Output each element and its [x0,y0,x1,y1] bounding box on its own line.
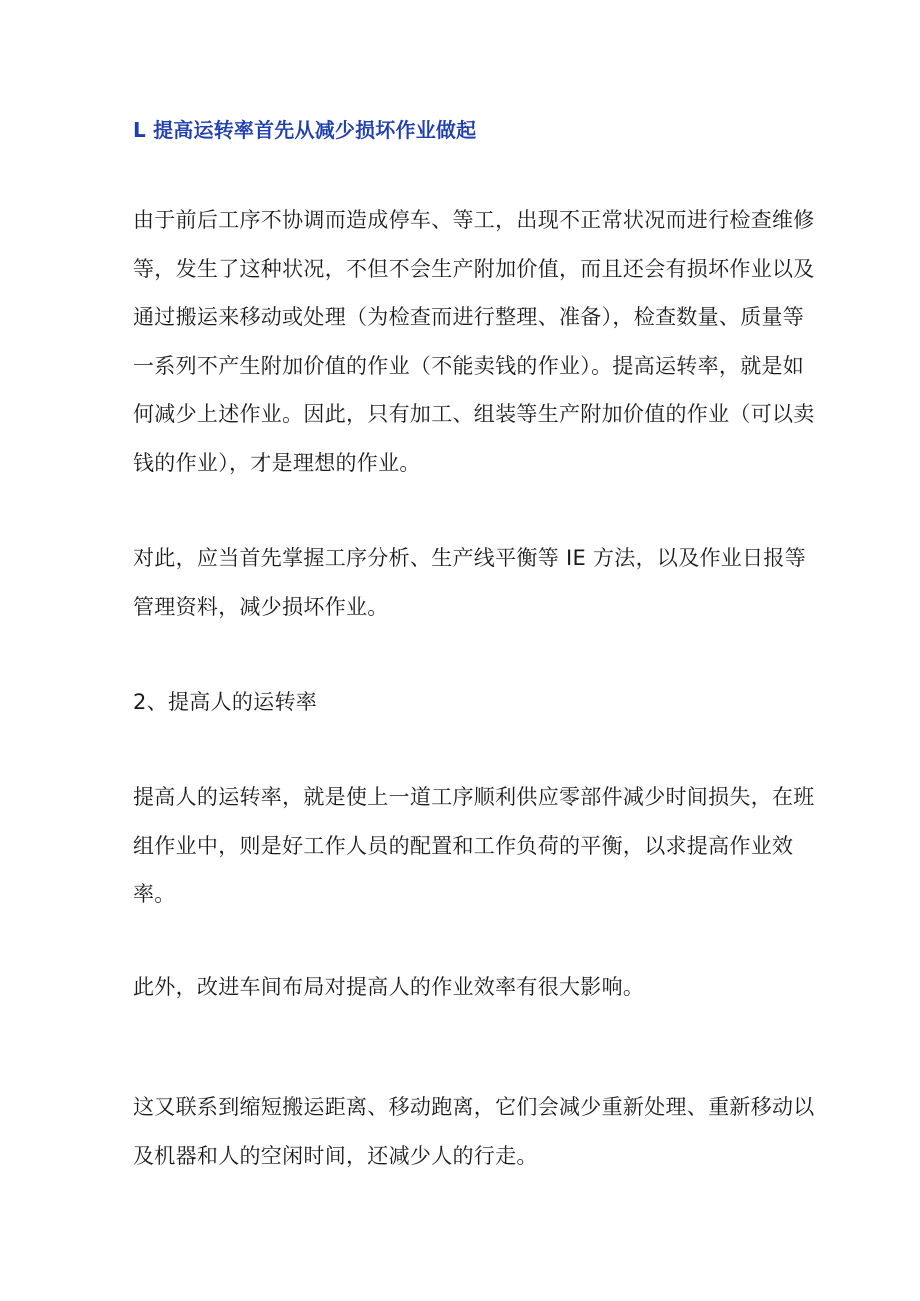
text-line: 率。 [133,882,176,906]
text-line: 由于前后工序不协调而造成停车、等工，出现不正常状况而进行检查维修 [133,208,815,232]
text-line: 管理资料，减少损坏作业。 [133,594,389,619]
paragraph-5 [133,1083,815,1180]
section-heading-1 [133,106,793,155]
heading-text: L 提高运转率首先从减少损坏作业做起 [133,118,477,142]
heading-text: 2、提高人的运转率 [133,690,318,714]
text-line: 此外，改进车间布局对提高人的作业效率有很大影响。 [133,975,645,999]
text-line: 钱的作业），才是理想的作业。 [133,450,421,475]
text-line: 通过搬运来移动或处理（为检查而进行整理、准备），检查数量、质量等 [133,305,805,329]
text-line: 对此，应当首先掌握工序分析、生产线平衡等 IE 方法，以及作业日报等 [133,546,807,570]
text-line: 这又联系到缩短搬运距离、移动跑离，它们会减少重新处理、重新移动以 [133,1095,815,1119]
text-line: 组作业中，则是好工作人员的配置和工作负荷的平衡，以求提高作业效 [133,833,794,858]
section-heading-2 [133,678,793,727]
text-line: 一系列不产生附加价值的作业（不能卖钱的作业）。提高运转率，就是如 [133,353,805,378]
text-line: 提高人的运转率，就是使上一道工序顺利供应零部件减少时间损失，在班 [133,785,815,809]
paragraph-2 [133,534,807,631]
text-line: 等，发生了这种状况，不但不会生产附加价值，而且还会有损坏作业以及 [133,256,815,281]
text-line: 何减少上述作业。因此，只有加工、组装等生产附加价值的作业（可以卖 [133,402,815,426]
paragraph-4 [133,963,793,1012]
paragraph-1 [133,196,815,487]
text-line: 及机器和人的空闲时间，还减少人的行走。 [133,1143,538,1168]
paragraph-3 [133,773,815,919]
